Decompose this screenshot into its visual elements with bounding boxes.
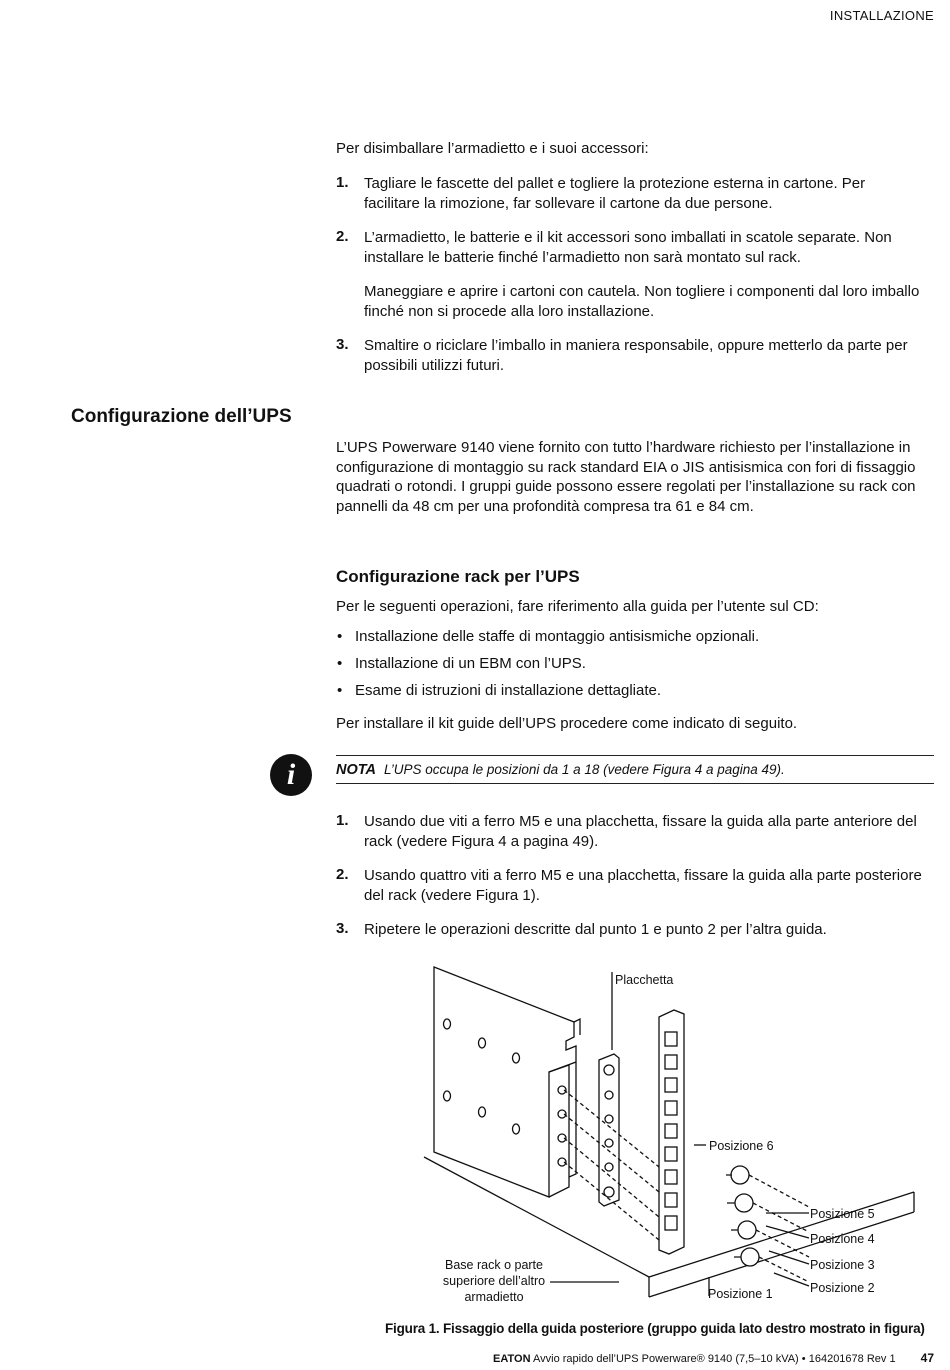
unpack-step-1-text: Tagliare le fascette del pallet e togliere la protezione esterna in cartone. Per facilitare la rimozione, far sollevare il cartone da due persone. (364, 175, 866, 212)
bullet-icon: • (337, 628, 343, 645)
rack-step-2-text: Usando quattro viti a ferro M5 e una placchetta, fissare la guida alla parte posteriore del rack (vedere Figura 1). (364, 867, 922, 904)
rack-step-2-number: 2. (336, 866, 349, 883)
alignment-lines (564, 1090, 809, 1282)
plate-holes (604, 1065, 614, 1197)
rack-proceed: Per installare il kit guide dell’UPS procedere come indicato di seguito. (336, 715, 798, 732)
note (336, 761, 785, 778)
label-plate: Placchetta (615, 973, 674, 987)
rail-flange (549, 1065, 569, 1197)
flange-holes (558, 1086, 566, 1166)
rail-edge (574, 1019, 580, 1035)
unpack-step-2-text: L’armadietto, le batterie e il kit accessori sono imballati in scatole separate. Non installare le batterie finché l’armadietto non sarà montato sul rack. (364, 229, 892, 266)
unpack-step-2-extra: Maneggiare e aprire i cartoni con cautela. Non togliere i componenti dal loro imballo finché non si procede alla loro installazione. (364, 283, 920, 320)
label-position-1: Posizione 1 (708, 1287, 773, 1301)
bar-nut-plate (599, 1054, 619, 1206)
unpack-step-3-number: 3. (336, 336, 349, 353)
rack-step-3-number: 3. (336, 920, 349, 937)
label-position-3: Posizione 3 (810, 1258, 875, 1272)
label-base-line-1: Base rack o parte (445, 1258, 543, 1272)
bullet-icon: • (337, 682, 343, 699)
page-number: 47 (920, 1351, 934, 1365)
footer-title: Avvio rapido dell’UPS Powerware® 9140 (7,5–10 kVA) (533, 1353, 799, 1365)
rail-holes (444, 1019, 520, 1134)
bullet-item-1: Installazione delle staffe di montaggio antisismiche opzionali. (355, 628, 760, 645)
subsection-title-rack: Configurazione rack per l’UPS (336, 567, 580, 586)
section-title-config: Configurazione dell’UPS (71, 406, 292, 427)
note-top-rule (336, 755, 934, 756)
rack-step-1-number: 1. (336, 812, 349, 829)
footer-separator: • (801, 1353, 806, 1365)
bullet-item-2: Installazione di un EBM con l’UPS. (355, 655, 586, 672)
note-bottom-rule (336, 783, 934, 784)
note-text: L’UPS occupa le posizioni da 1 a 18 (vedere Figura 4 a pagina 49). (384, 762, 785, 777)
config-paragraph: L’UPS Powerware 9140 viene fornito con tutto l’hardware richiesto per l’installazione in configurazione di montaggio su rack standard EIA o JIS antisismica con fori di fissaggio quadrati o rotondi. I gruppi guide possono essere regolati per l’installazione su rack con pannelli da 48 cm per una profondità compresa tra 61 e 84 cm. (336, 439, 916, 515)
rail-body (434, 967, 576, 1197)
rack-step-1-text: Usando due viti a ferro M5 e una placchetta, fissare la guida alla parte anteriore del rack (vedere Figura 4 a pagina 49). (364, 813, 917, 850)
label-position-2: Posizione 2 (810, 1281, 875, 1295)
bullet-icon: • (337, 655, 343, 672)
running-header: INSTALLAZIONE (829, 8, 934, 23)
unpack-step-2-number: 2. (336, 228, 349, 245)
label-position-6: Posizione 6 (709, 1139, 774, 1153)
rack-intro: Per le seguenti operazioni, fare riferimento alla guida per l’utente sul CD: (336, 598, 819, 615)
unpack-step-1-number: 1. (336, 174, 349, 191)
footer-doc-number: 164201678 Rev 1 (808, 1353, 896, 1365)
label-base-line-3: armadietto (464, 1290, 524, 1304)
unpack-intro: Per disimballare l’armadietto e i suoi accessori: (336, 140, 649, 157)
footer-brand: EATON (493, 1353, 531, 1365)
label-position-5: Posizione 5 (810, 1207, 875, 1221)
label-base-line-2: superiore dell’altro (442, 1274, 546, 1288)
unpack-step-3-text: Smaltire o riciclare l’imballo in maniera responsabile, oppure metterlo da parte per possibili utilizzi futuri. (364, 337, 908, 374)
rack-post-square-holes (665, 1032, 677, 1230)
note-label: NOTA (336, 762, 377, 778)
rack-step-3-text: Ripetere le operazioni descritte dal punto 1 e punto 2 per l’altra guida. (364, 921, 827, 938)
bullet-item-3: Esame di istruzioni di installazione dettagliate. (355, 682, 661, 699)
figure-caption: Figura 1. Fissaggio della guida posteriore (gruppo guida lato destro mostrato in figura) (385, 1321, 925, 1336)
label-position-4: Posizione 4 (810, 1232, 875, 1246)
rail-mounting-figure (414, 962, 934, 1312)
info-icon: i (270, 754, 312, 796)
page-footer (493, 1351, 934, 1365)
